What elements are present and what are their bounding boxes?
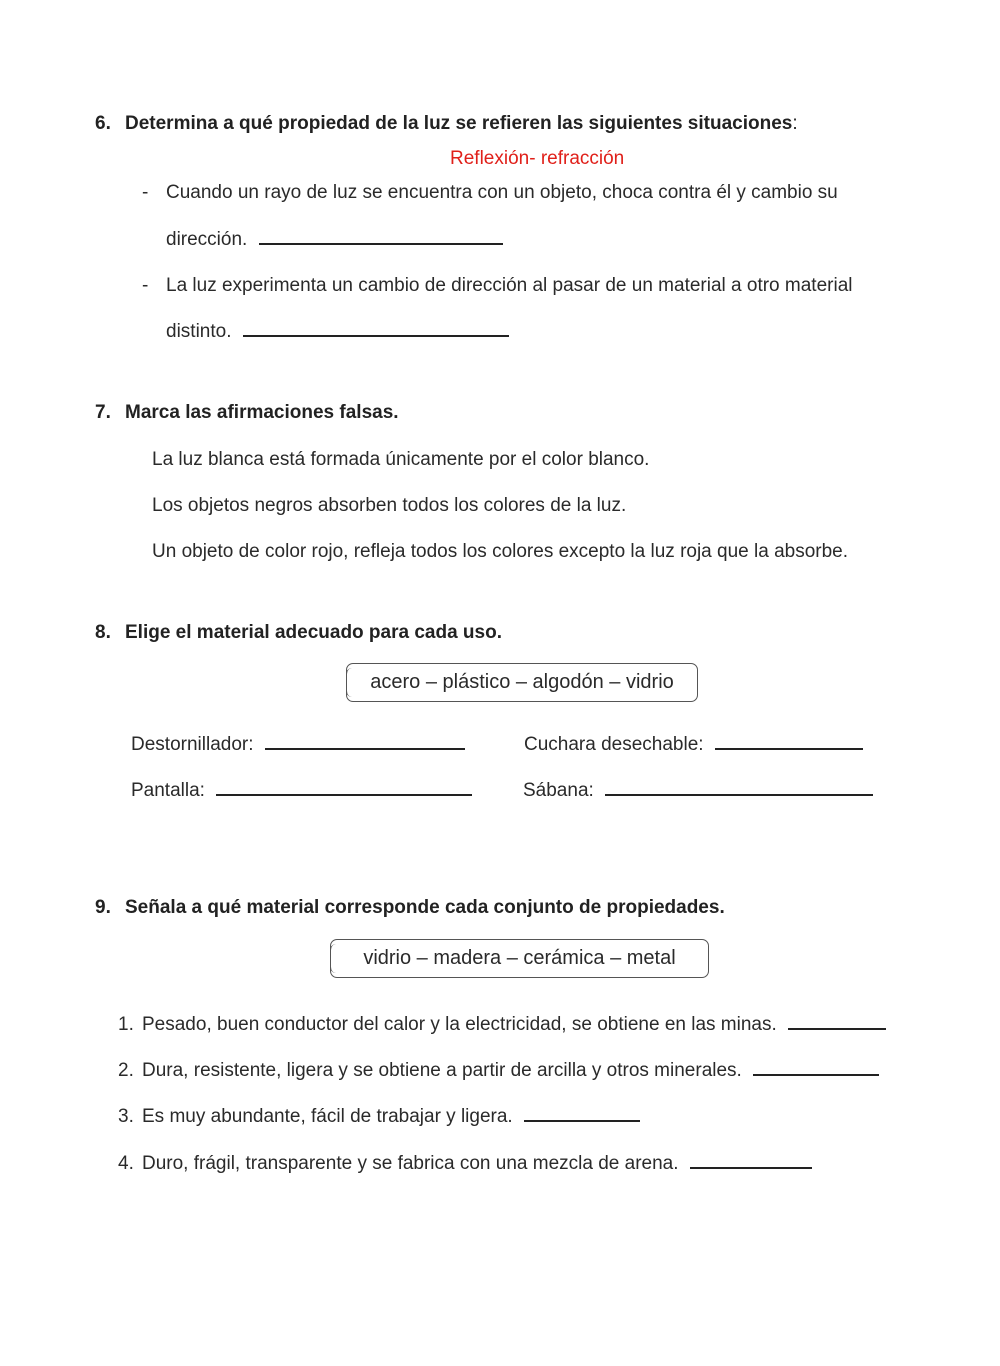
statement-2[interactable]: Los objetos negros absorben todos los colores de la luz.: [152, 495, 627, 516]
q6-item-1-line1: [142, 181, 838, 205]
answer-blank[interactable]: [524, 1118, 640, 1122]
item-text: Pesado, buen conductor del calor y la electricidad, se obtiene en las minas.: [142, 1014, 777, 1035]
item-text: La luz experimenta un cambio de dirección al pasar de un material a otro material: [166, 275, 853, 296]
field-cuchara: [524, 733, 863, 757]
answer-blank[interactable]: [753, 1072, 879, 1076]
question-7-heading: [95, 401, 399, 425]
answer-blank[interactable]: [216, 792, 472, 796]
dash: -: [142, 275, 149, 296]
field-sabana: [523, 779, 873, 803]
q9-item-2: [118, 1059, 879, 1083]
q6-item-2-line2: [166, 320, 509, 344]
item-text: Duro, frágil, transparente y se fabrica con una mezcla de arena.: [142, 1153, 679, 1174]
answer-blank[interactable]: [265, 746, 465, 750]
statement-1[interactable]: La luz blanca está formada únicamente por el color blanco.: [152, 449, 650, 470]
item-text: Dura, resistente, ligera y se obtiene a partir de arcilla y otros minerales.: [142, 1060, 742, 1081]
field-destornillador: [131, 733, 465, 757]
statement-3[interactable]: Un objeto de color rojo, refleja todos los colores excepto la luz roja que la absorbe.: [152, 541, 849, 562]
q9-item-1: [118, 1013, 886, 1037]
answer-blank[interactable]: [243, 333, 509, 337]
dash: -: [142, 182, 149, 203]
question-number: 6.: [95, 113, 111, 134]
item-text: dirección.: [166, 229, 248, 250]
answer-blank[interactable]: [690, 1165, 812, 1169]
question-number: 9.: [95, 897, 111, 918]
item-number: 1.: [118, 1014, 134, 1035]
answer-blank[interactable]: [715, 746, 863, 750]
item-number: 3.: [118, 1106, 134, 1127]
answer-blank[interactable]: [259, 241, 503, 245]
question-6-heading: [95, 112, 798, 136]
item-text: Es muy abundante, fácil de trabajar y ligera.: [142, 1106, 513, 1127]
question-title: Determina a qué propiedad de la luz se refieren las siguientes situaciones: [125, 113, 793, 134]
question-title: Señala a qué material corresponde cada conjunto de propiedades.: [125, 897, 725, 918]
question-number: 8.: [95, 622, 111, 643]
word-bank-options: acero – plástico – algodón – vidrio: [370, 671, 674, 693]
item-text: distinto.: [166, 321, 232, 342]
field-label: Sábana:: [523, 780, 594, 801]
answer-blank[interactable]: [788, 1026, 886, 1030]
question-8-heading: [95, 621, 502, 645]
question-9-heading: [95, 896, 725, 920]
word-bank-box: [346, 663, 698, 702]
item-text: Cuando un rayo de luz se encuentra con un objeto, choca contra él y cambio su: [166, 182, 838, 203]
answer-blank[interactable]: [605, 792, 873, 796]
question-title: Marca las afirmaciones falsas.: [125, 402, 399, 423]
item-number: 4.: [118, 1153, 134, 1174]
question-number: 7.: [95, 402, 111, 423]
question-title: Elige el material adecuado para cada uso.: [125, 622, 502, 643]
word-bank-options: vidrio – madera – cerámica – metal: [363, 947, 676, 969]
q9-item-4: [118, 1152, 812, 1176]
q6-item-2-line1: [142, 274, 852, 298]
field-pantalla: [131, 779, 472, 803]
word-bank-box: [330, 939, 709, 978]
field-label: Destornillador:: [131, 734, 254, 755]
q9-item-3: [118, 1105, 640, 1129]
answer-hint: Reflexión- refracción: [450, 148, 625, 169]
field-label: Pantalla:: [131, 780, 205, 801]
field-label: Cuchara desechable:: [524, 734, 704, 755]
q6-item-1-line2: [166, 228, 503, 252]
item-number: 2.: [118, 1060, 134, 1081]
colon: :: [792, 113, 798, 134]
